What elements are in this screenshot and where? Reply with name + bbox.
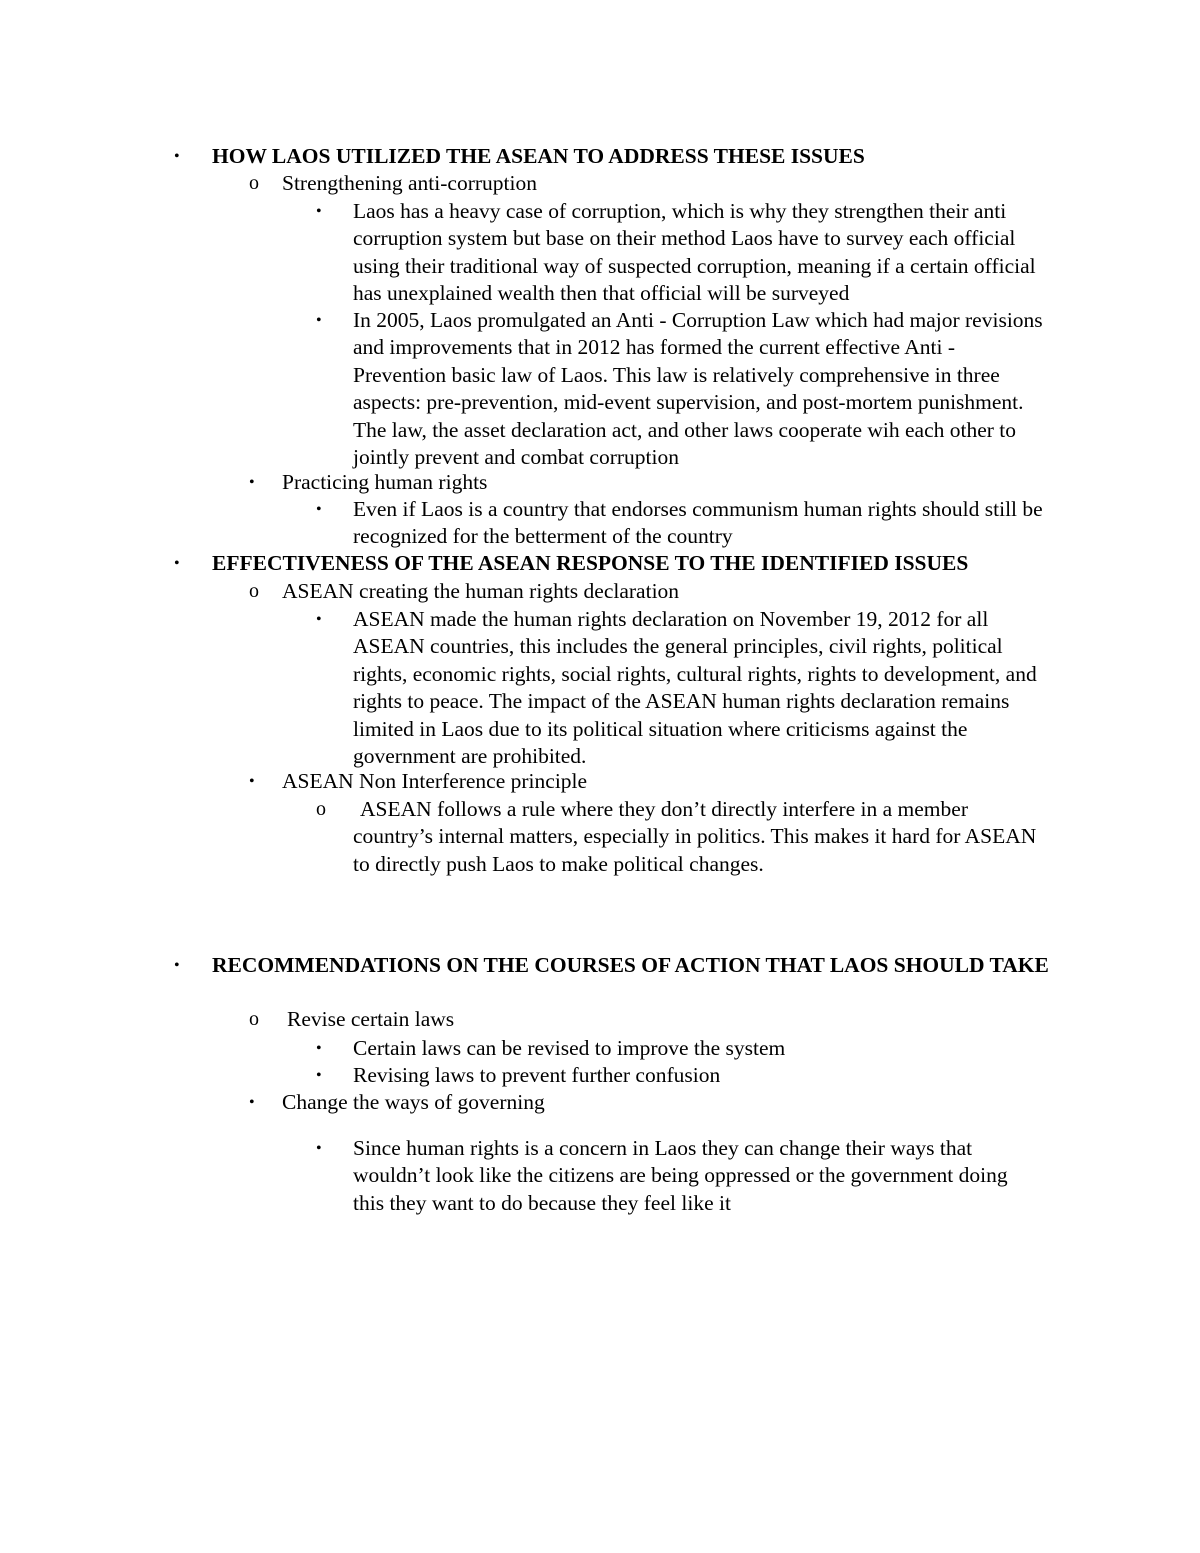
bullet-marker: • [316, 203, 322, 220]
item-label: ASEAN creating the human rights declaration [282, 579, 680, 603]
item-label: Change the ways of governing [282, 1090, 545, 1114]
point-text: Certain laws can be revised to improve the system [353, 1036, 786, 1060]
bullet-marker: • [316, 501, 322, 518]
heading-text: HOW LAOS UTILIZED THE ASEAN TO ADDRESS THESE ISSUES [212, 144, 865, 168]
bullet-marker: • [174, 148, 180, 165]
item-label: Practicing human rights [282, 470, 488, 494]
item-label: ASEAN Non Interference principle [282, 769, 588, 793]
circle-marker: o [249, 1008, 259, 1030]
circle-marker: o [316, 798, 326, 820]
bullet-marker: • [316, 312, 322, 329]
point-text: Even if Laos is a country that endorses communism human rights should still be recognized for the betterment of the country [353, 497, 1043, 549]
bullet-marker: • [316, 1067, 322, 1084]
circle-marker: o [249, 580, 259, 602]
circle-marker: o [249, 172, 259, 194]
point-text: In 2005, Laos promulgated an Anti - Corruption Law which had major revisions and improvements that in 2012 has formed the current effective Anti - Prevention basic law of Laos. This law is relatively comprehensive in three aspects: pre-prevention, mid-event supervision, and post-mortem punishment. The law, the asset declaration act, and other laws cooperate wih each other to jointly prevent and combat corruption [353, 308, 1043, 470]
point-text: Laos has a heavy case of corruption, which is why they strengthen their anti corruption system but base on their method Laos have to survey each official using their traditional way of suspected corruption, meaning if a certain official has unexplained wealth then that official will be surveyed [353, 199, 1036, 306]
bullet-marker: • [249, 474, 255, 491]
bullet-marker: • [249, 773, 255, 790]
point-text: Since human rights is a concern in Laos they can change their ways that wouldn’t look like the citizens are being oppressed or the government doing this they want to do because they feel like it [353, 1136, 1008, 1215]
heading-text: EFFECTIVENESS OF THE ASEAN RESPONSE TO THE IDENTIFIED ISSUES [212, 551, 969, 575]
bullet-marker: • [316, 611, 322, 628]
bullet-marker: • [249, 1094, 255, 1111]
point-text: ASEAN follows a rule where they don’t directly interfere in a member country’s internal matters, especially in politics. This makes it hard for ASEAN to directly push Laos to make political changes. [353, 797, 1037, 876]
item-label: Revise certain laws [287, 1007, 455, 1031]
heading-text: RECOMMENDATIONS ON THE COURSES OF ACTION THAT LAOS SHOULD TAKE [212, 953, 1049, 977]
point-text: Revising laws to prevent further confusion [353, 1063, 721, 1087]
bullet-marker: • [174, 555, 180, 572]
bullet-marker: • [174, 957, 180, 974]
bullet-marker: • [316, 1140, 322, 1157]
item-label: Strengthening anti-corruption [282, 171, 537, 195]
point-text: ASEAN made the human rights declaration on November 19, 2012 for all ASEAN countries, this includes the general principles, civil rights, political rights, economic rights, social rights, cultural rights, rights to development, and rights to peace. The impact of the ASEAN human rights declaration remains limited in Laos due to its political situation where criticisms against the government are prohibited. [353, 607, 1037, 769]
bullet-marker: • [316, 1040, 322, 1057]
